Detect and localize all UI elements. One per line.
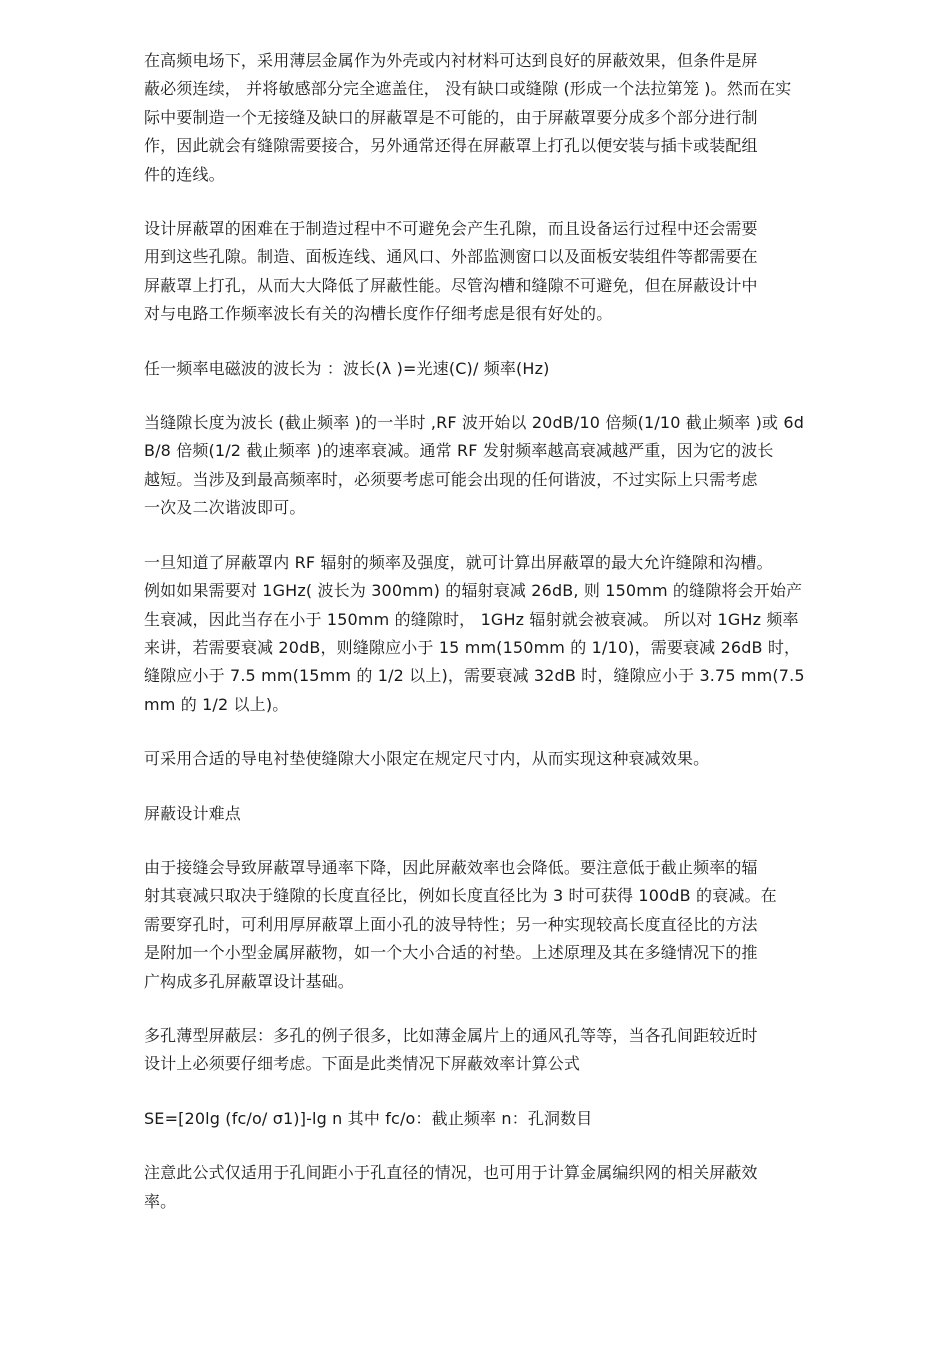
text-line: mm 的 1/2 以上)。 [144, 694, 289, 714]
paragraph-se-formula [144, 1105, 872, 1133]
text-line: 当缝隙长度为波长 (截止频率 )的一半时 ,RF 波开始以 20dB/10 倍频(1/10 截止频率 )或 6d [144, 413, 805, 433]
text-line: 多孔薄型屏蔽层：多孔的例子很多，比如薄金属片上的通风孔等等，当各孔间距较近时 [144, 1025, 758, 1045]
text-line: 一次及二次谐波即可。 [144, 498, 306, 518]
text-line: 越短。当涉及到最高频率时，必须要考虑可能会出现的任何谐波，不过实际上只需考虑 [144, 469, 758, 489]
paragraph-max-gap-calculation [144, 549, 872, 719]
paragraph-formula-note [144, 1159, 872, 1216]
paragraph-design-difficulty [144, 215, 872, 329]
paragraph-high-frequency-shielding [144, 47, 872, 189]
text-line: 际中要制造一个无接缝及缺口的屏蔽罩是不可能的，由于屏蔽罩要分成多个部分进行制 [144, 107, 758, 127]
document-body [144, 47, 872, 1216]
text-line: 件的连线。 [144, 164, 225, 184]
text-line: 作，因此就会有缝隙需要接合，另外通常还得在屏蔽罩上打孔以便安装与插卡或装配组 [144, 136, 758, 156]
text-line: 注意此公式仅适用于孔间距小于孔直径的情况，也可用于计算金属编织网的相关屏蔽效 [144, 1163, 758, 1183]
section-heading-design-difficulties [144, 800, 872, 828]
paragraph-wavelength-formula [144, 355, 872, 383]
text-line: 蔽必须连续， 并将敏感部分完全遮盖住， 没有缺口或缝隙 (形成一个法拉第笼 )。然而在实 [144, 79, 792, 99]
text-line: B/8 倍频(1/2 截止频率 )的速率衰减。通常 RF 发射频率越高衰减越严重，因为它的波长 [144, 441, 774, 461]
text-line: 例如如果需要对 1GHz( 波长为 300mm) 的辐射衰减 26dB, 则 150mm 的缝隙将会开始产 [144, 581, 803, 601]
text-line: 由于接缝会导致屏蔽罩导通率下降，因此屏蔽效率也会降低。要注意低于截止频率的辐 [144, 857, 758, 877]
paragraph-slot-attenuation [144, 409, 872, 523]
paragraph-conductive-gasket [144, 745, 872, 773]
text-line: 是附加一个小型金属屏蔽物，如一个大小合适的衬垫。上述原理及其在多缝情况下的推 [144, 943, 758, 963]
paragraph-seam-efficiency [144, 854, 872, 996]
text-line: 生衰减，因此当存在小于 150mm 的缝隙时， 1GHz 辐射就会被衰减。 所以对 1GHz 频率 [144, 609, 799, 629]
text-line: 屏蔽罩上打孔，从而大大降低了屏蔽性能。尽管沟槽和缝隙不可避免，但在屏蔽设计中 [144, 275, 758, 295]
text-line: 屏蔽设计难点 [144, 803, 241, 823]
text-line: 在高频电场下，采用薄层金属作为外壳或内衬材料可达到良好的屏蔽效果，但条件是屏 [144, 51, 758, 70]
paragraph-multi-hole-shield [144, 1022, 872, 1079]
text-line: 广构成多孔屏蔽罩设计基础。 [144, 971, 354, 991]
text-line: 需要穿孔时，可利用厚屏蔽罩上面小孔的波导特性；另一种实现较高长度直径比的方法 [144, 914, 758, 934]
text-line: 用到这些孔隙。制造、面板连线、通风口、外部监测窗口以及面板安装组件等都需要在 [144, 247, 758, 267]
text-line: SE=[20lg (fc/o/ σ1)]-lg n 其中 fc/o：截止频率 n：孔洞数目 [144, 1108, 593, 1128]
text-line: 率。 [144, 1191, 177, 1211]
text-line: 射其衰减只取决于缝隙的长度直径比，例如长度直径比为 3 时可获得 100dB 的衰减。在 [144, 886, 777, 906]
text-line: 来讲，若需要衰减 20dB，则缝隙应小于 15 mm(150mm 的 1/10)，需要衰减 26dB 时， [144, 637, 801, 657]
text-line: 任一频率电磁波的波长为 ：波长(λ )=光速(C)/ 频率(Hz) [144, 358, 550, 378]
text-line: 可采用合适的导电衬垫使缝隙大小限定在规定尺寸内，从而实现这种衰减效果。 [144, 749, 710, 769]
text-line: 对与电路工作频率波长有关的沟槽长度作仔细考虑是很有好处的。 [144, 304, 613, 324]
text-line: 一旦知道了屏蔽罩内 RF 辐射的频率及强度，就可计算出屏蔽罩的最大允许缝隙和沟槽。 [144, 552, 773, 572]
text-line: 缝隙应小于 7.5 mm(15mm 的 1/2 以上)，需要衰减 32dB 时，缝隙应小于 3.75 mm(7.5 [144, 666, 805, 686]
text-line: 设计上必须要仔细考虑。下面是此类情况下屏蔽效率计算公式 [144, 1054, 581, 1074]
text-line: 设计屏蔽罩的困难在于制造过程中不可避免会产生孔隙，而且设备运行过程中还会需要 [144, 219, 758, 239]
